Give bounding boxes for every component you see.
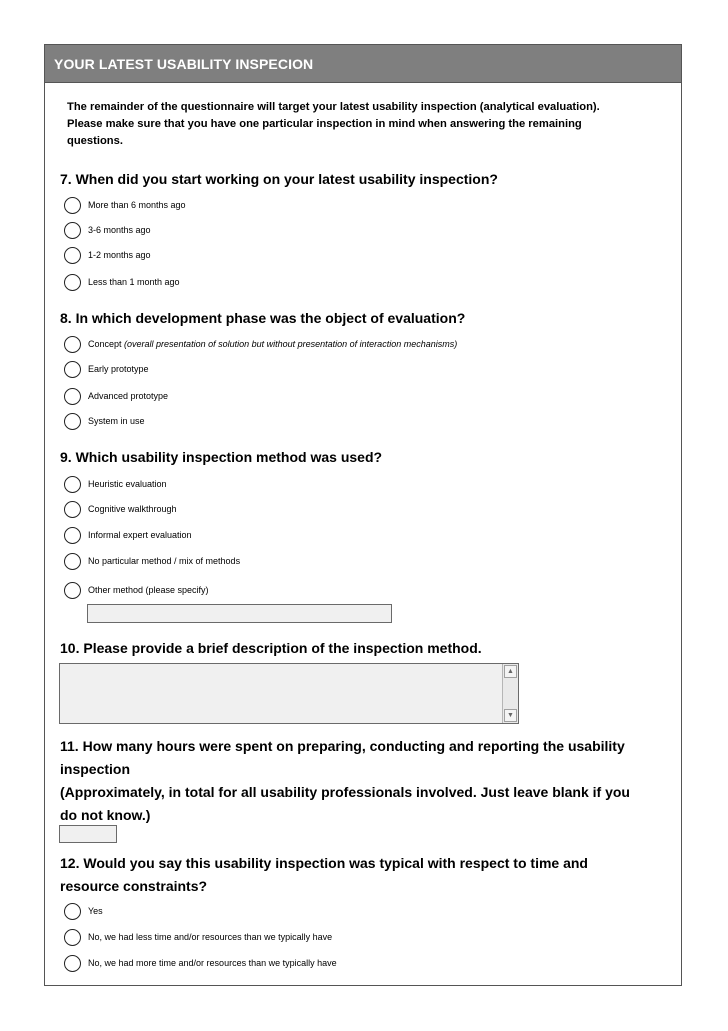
radio-button[interactable] [64,527,81,544]
option-label: Early prototype [88,364,149,374]
hours-input[interactable] [59,825,117,843]
intro-line: Please make sure that you have one particular inspection in mind when answering the remaining [67,118,582,130]
section-header [45,45,681,83]
q12-option-2[interactable] [64,927,664,949]
radio-button[interactable] [64,476,81,493]
option-label: No, we had more time and/or resources than we typically have [88,958,337,968]
scroll-down-icon[interactable]: ▼ [504,709,517,722]
radio-button[interactable] [64,361,81,378]
q9-option-3[interactable] [64,525,664,547]
radio-button[interactable] [64,955,81,972]
option-label: Other method (please specify) [88,585,209,595]
radio-button[interactable] [64,553,81,570]
question-9-title: 9. Which usability inspection method was used? [60,449,383,465]
q8-option-2[interactable] [64,359,664,381]
question-10-title: 10. Please provide a brief description of the inspection method. [60,640,482,656]
question-12-title [60,852,675,898]
option-label: Informal expert evaluation [88,530,192,540]
q12-option-3[interactable] [64,953,664,975]
question-line: inspection [60,761,131,777]
radio-button[interactable] [64,247,81,264]
option-label: 1-2 months ago [88,250,151,260]
option-label: More than 6 months ago [88,200,186,210]
q12-option-1[interactable] [64,901,664,923]
radio-button[interactable] [64,501,81,518]
other-method-input[interactable] [87,604,392,623]
question-8-title: 8. In which development phase was the object of evaluation? [60,310,466,326]
q7-option-4[interactable] [64,272,664,294]
intro-text [67,99,677,150]
section-title: YOUR LATEST USABILITY INSPECION [54,56,314,72]
radio-button[interactable] [64,929,81,946]
question-11-title [60,735,675,827]
option-label: Cognitive walkthrough [88,504,177,514]
option-label: 3-6 months ago [88,225,151,235]
scroll-up-icon[interactable]: ▲ [504,665,517,678]
radio-button[interactable] [64,274,81,291]
q7-option-3[interactable] [64,245,664,267]
textarea-scrollbar[interactable] [502,664,518,723]
question-7-title: 7. When did you start working on your latest usability inspection? [60,171,498,187]
radio-button[interactable] [64,413,81,430]
method-description-textarea[interactable] [59,663,519,724]
question-line: 12. Would you say this usability inspection was typical with respect to time and [60,855,588,871]
q8-option-4[interactable] [64,411,664,433]
radio-button[interactable] [64,582,81,599]
option-label: Advanced prototype [88,391,169,401]
intro-line: The remainder of the questionnaire will target your latest usability inspection (analytical evaluation). [67,101,600,113]
option-label [88,339,457,349]
option-label: Heuristic evaluation [88,479,167,489]
option-note: (overall presentation of solution but without presentation of interaction mechanisms) [124,339,458,349]
q9-option-5[interactable] [64,580,664,602]
radio-button[interactable] [64,903,81,920]
radio-button[interactable] [64,222,81,239]
intro-line: questions. [67,135,123,147]
radio-button[interactable] [64,388,81,405]
q8-option-3[interactable] [64,386,664,408]
radio-button[interactable] [64,336,81,353]
option-label: System in use [88,416,145,426]
question-line: resource constraints? [60,878,208,894]
questionnaire-frame [44,44,682,986]
q7-option-1[interactable] [64,195,664,217]
q9-option-2[interactable] [64,499,664,521]
question-line: do not know.) [60,807,151,823]
q8-option-1[interactable] [64,334,664,356]
option-text: Concept [88,339,125,349]
question-line: (Approximately, in total for all usability professionals involved. Just leave blank if you [60,784,630,800]
q9-option-1[interactable] [64,474,664,496]
option-label: Less than 1 month ago [88,277,180,287]
option-label: No particular method / mix of methods [88,556,241,566]
option-label: Yes [88,906,103,916]
q7-option-2[interactable] [64,220,664,242]
q9-option-4[interactable] [64,551,664,573]
option-label: No, we had less time and/or resources than we typically have [88,932,333,942]
question-line: 11. How many hours were spent on preparing, conducting and reporting the usability [60,738,625,754]
radio-button[interactable] [64,197,81,214]
